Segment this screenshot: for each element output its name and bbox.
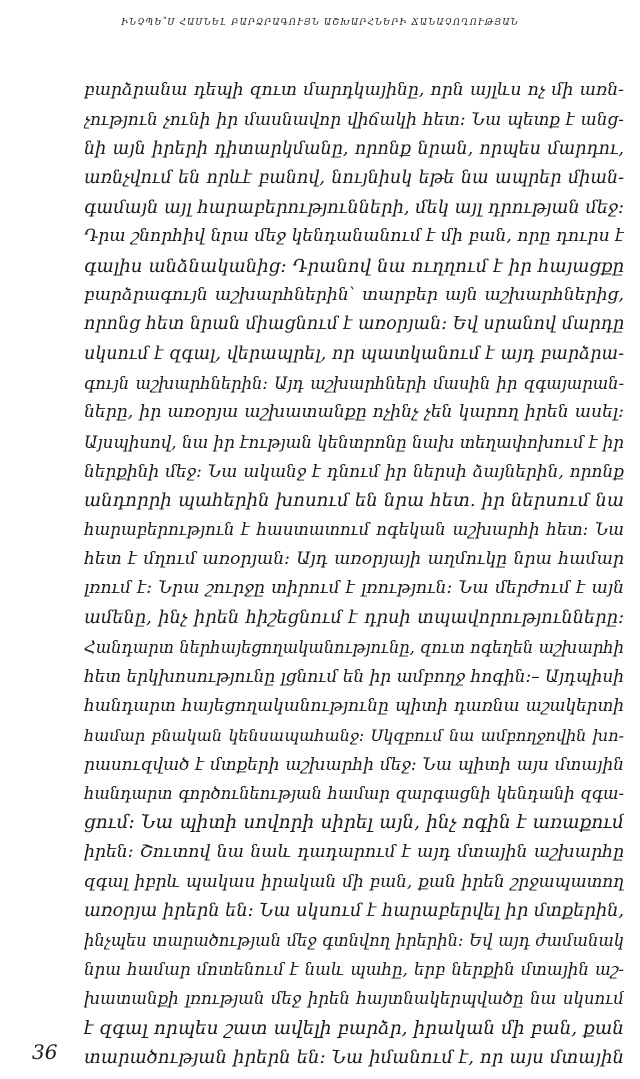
text-line: ամենը, ինչ իրեն հիշեցնում է դրսի տպավորությունները։ xyxy=(84,607,624,629)
text-line: որոնց հետ նրան միացնում է առօրյան։ Եվ սրանով մարդը xyxy=(84,314,624,335)
text-line: նրա համար մոտենում է նաև պահը, երբ ներքին մտային աշ- xyxy=(84,959,624,979)
text-line: սկսում է զգալ, վերապրել, որ պատկանում է այդ բարձրա- xyxy=(84,343,624,364)
page-number: 36 xyxy=(32,1040,58,1064)
text-line: ներքինի մեջ։ Նա ականջ է դնում իր ներսի ձայներին, որոնք xyxy=(84,460,624,481)
text-line: րասուզված է մտքերի աշխարհի մեջ։ Նա պիտի այս մտային xyxy=(84,753,624,774)
text-line: տարածության իրերն են։ Նա իմանում է, որ այս մտային xyxy=(84,1046,624,1068)
text-line: գալիս անձնականից։ Դրանով նա ուղղում է իր հայացքը xyxy=(84,255,624,277)
text-line: Այսպիսով, նա իր էության կենտրոնը նախ տեղափոխում է իր xyxy=(84,432,624,452)
text-line: լռում է։ Նրա շուրջը տիրում է լռություն։ Նա մերժում է այն xyxy=(84,578,624,599)
body-text xyxy=(84,76,624,1072)
text-line: գույն աշխարհներին։ Այդ աշխարհների մասին իր զգայարան- xyxy=(84,373,624,393)
text-line: անդորրի պահերին խոսում են նրա հետ. իր ներսում նա xyxy=(84,490,624,512)
text-line: ցում։ Նա պիտի սովորի սիրել այն, ինչ ոգին է առաքում xyxy=(84,812,624,834)
text-line: խատանքի լռության մեջ իրեն հայտնակերպվածը նա սկսում xyxy=(84,989,624,1009)
text-line: հետ երկխոսությունը լցնում են իր ամբողջ հոգին։– Այդպիսի xyxy=(84,665,624,686)
text-line: բարձրագույն աշխարհներին՝ տարբեր այն աշխարհներից, xyxy=(84,285,624,306)
text-line: գամայն այլ հարաբերությունների, մեկ այլ դրության մեջ։ xyxy=(84,197,624,219)
text-line: Դրա շնորհիվ նրա մեջ կենդանանում է մի բան, որը դուրս է xyxy=(84,226,624,247)
text-line: ները, իր առօրյա աշխատանքը ոչինչ չեն կարող իրեն ասել։ xyxy=(84,402,624,423)
text-line: բարձրանա դեպի զուտ մարդկայինը, որն այլևս ոչ մի առն- xyxy=(84,80,624,100)
text-line: առօրյա իրերն են։ Նա սկսում է հարաբերվել իր մտքերին, xyxy=(84,900,624,922)
text-line: չություն չունի իր մասնավոր վիճակի հետ։ Նա պետք է անց- xyxy=(84,109,624,130)
text-line: է զգալ որպես շատ ավելի բարձր, իրական մի բան, քան xyxy=(84,1017,624,1039)
text-line: հետ է մղում առօրյան։ Այդ առօրյայի աղմուկը նրա համար xyxy=(84,548,624,569)
text-line: զգալ իբրև պակաս իրական մի բան, քան իրեն շրջապատող xyxy=(84,871,624,892)
text-line: նի այն իրերի դիտարկմանը, որոնք նրան, որպես մարդու, xyxy=(84,138,624,159)
text-line: հարաբերություն է հաստատում ոգեկան աշխարհի հետ։ Նա xyxy=(84,520,624,540)
text-line: Հանդարտ ներհայեցողականությունը, զուտ ոգեղեն աշխարհի xyxy=(84,637,624,657)
text-line: հանդարտ հայեցողականությունը պիտի դառնա աշակերտի xyxy=(84,695,624,716)
text-line: իրեն։ Շուտով նա նաև դադարում է այդ մտային աշխարհը xyxy=(84,841,624,862)
running-header: ԻՆՉՊԵ՞Ս ՀԱՍՆԵԼ ԲԱՐՁՐԱԳՈՒՅՆ ԱՇԽԱՐՀՆԵՐԻ ՃԱՆԱՉՈՂՈՒԹՅԱՆ xyxy=(121,18,519,28)
text-line: համար բնական կենսապահանջ։ Սկզբում նա ամբողջովին խո- xyxy=(84,725,624,745)
text-line: ինչպես տարածության մեջ գտնվող իրերին։ Եվ այդ ժամանակ xyxy=(84,930,624,950)
text-line: հանդարտ գործունեության համար զարգացնի կենդանի զգա- xyxy=(84,784,624,804)
text-line: առնչվում են որևէ բանով, նույնիսկ եթե նա ապրեր միան- xyxy=(84,167,624,188)
